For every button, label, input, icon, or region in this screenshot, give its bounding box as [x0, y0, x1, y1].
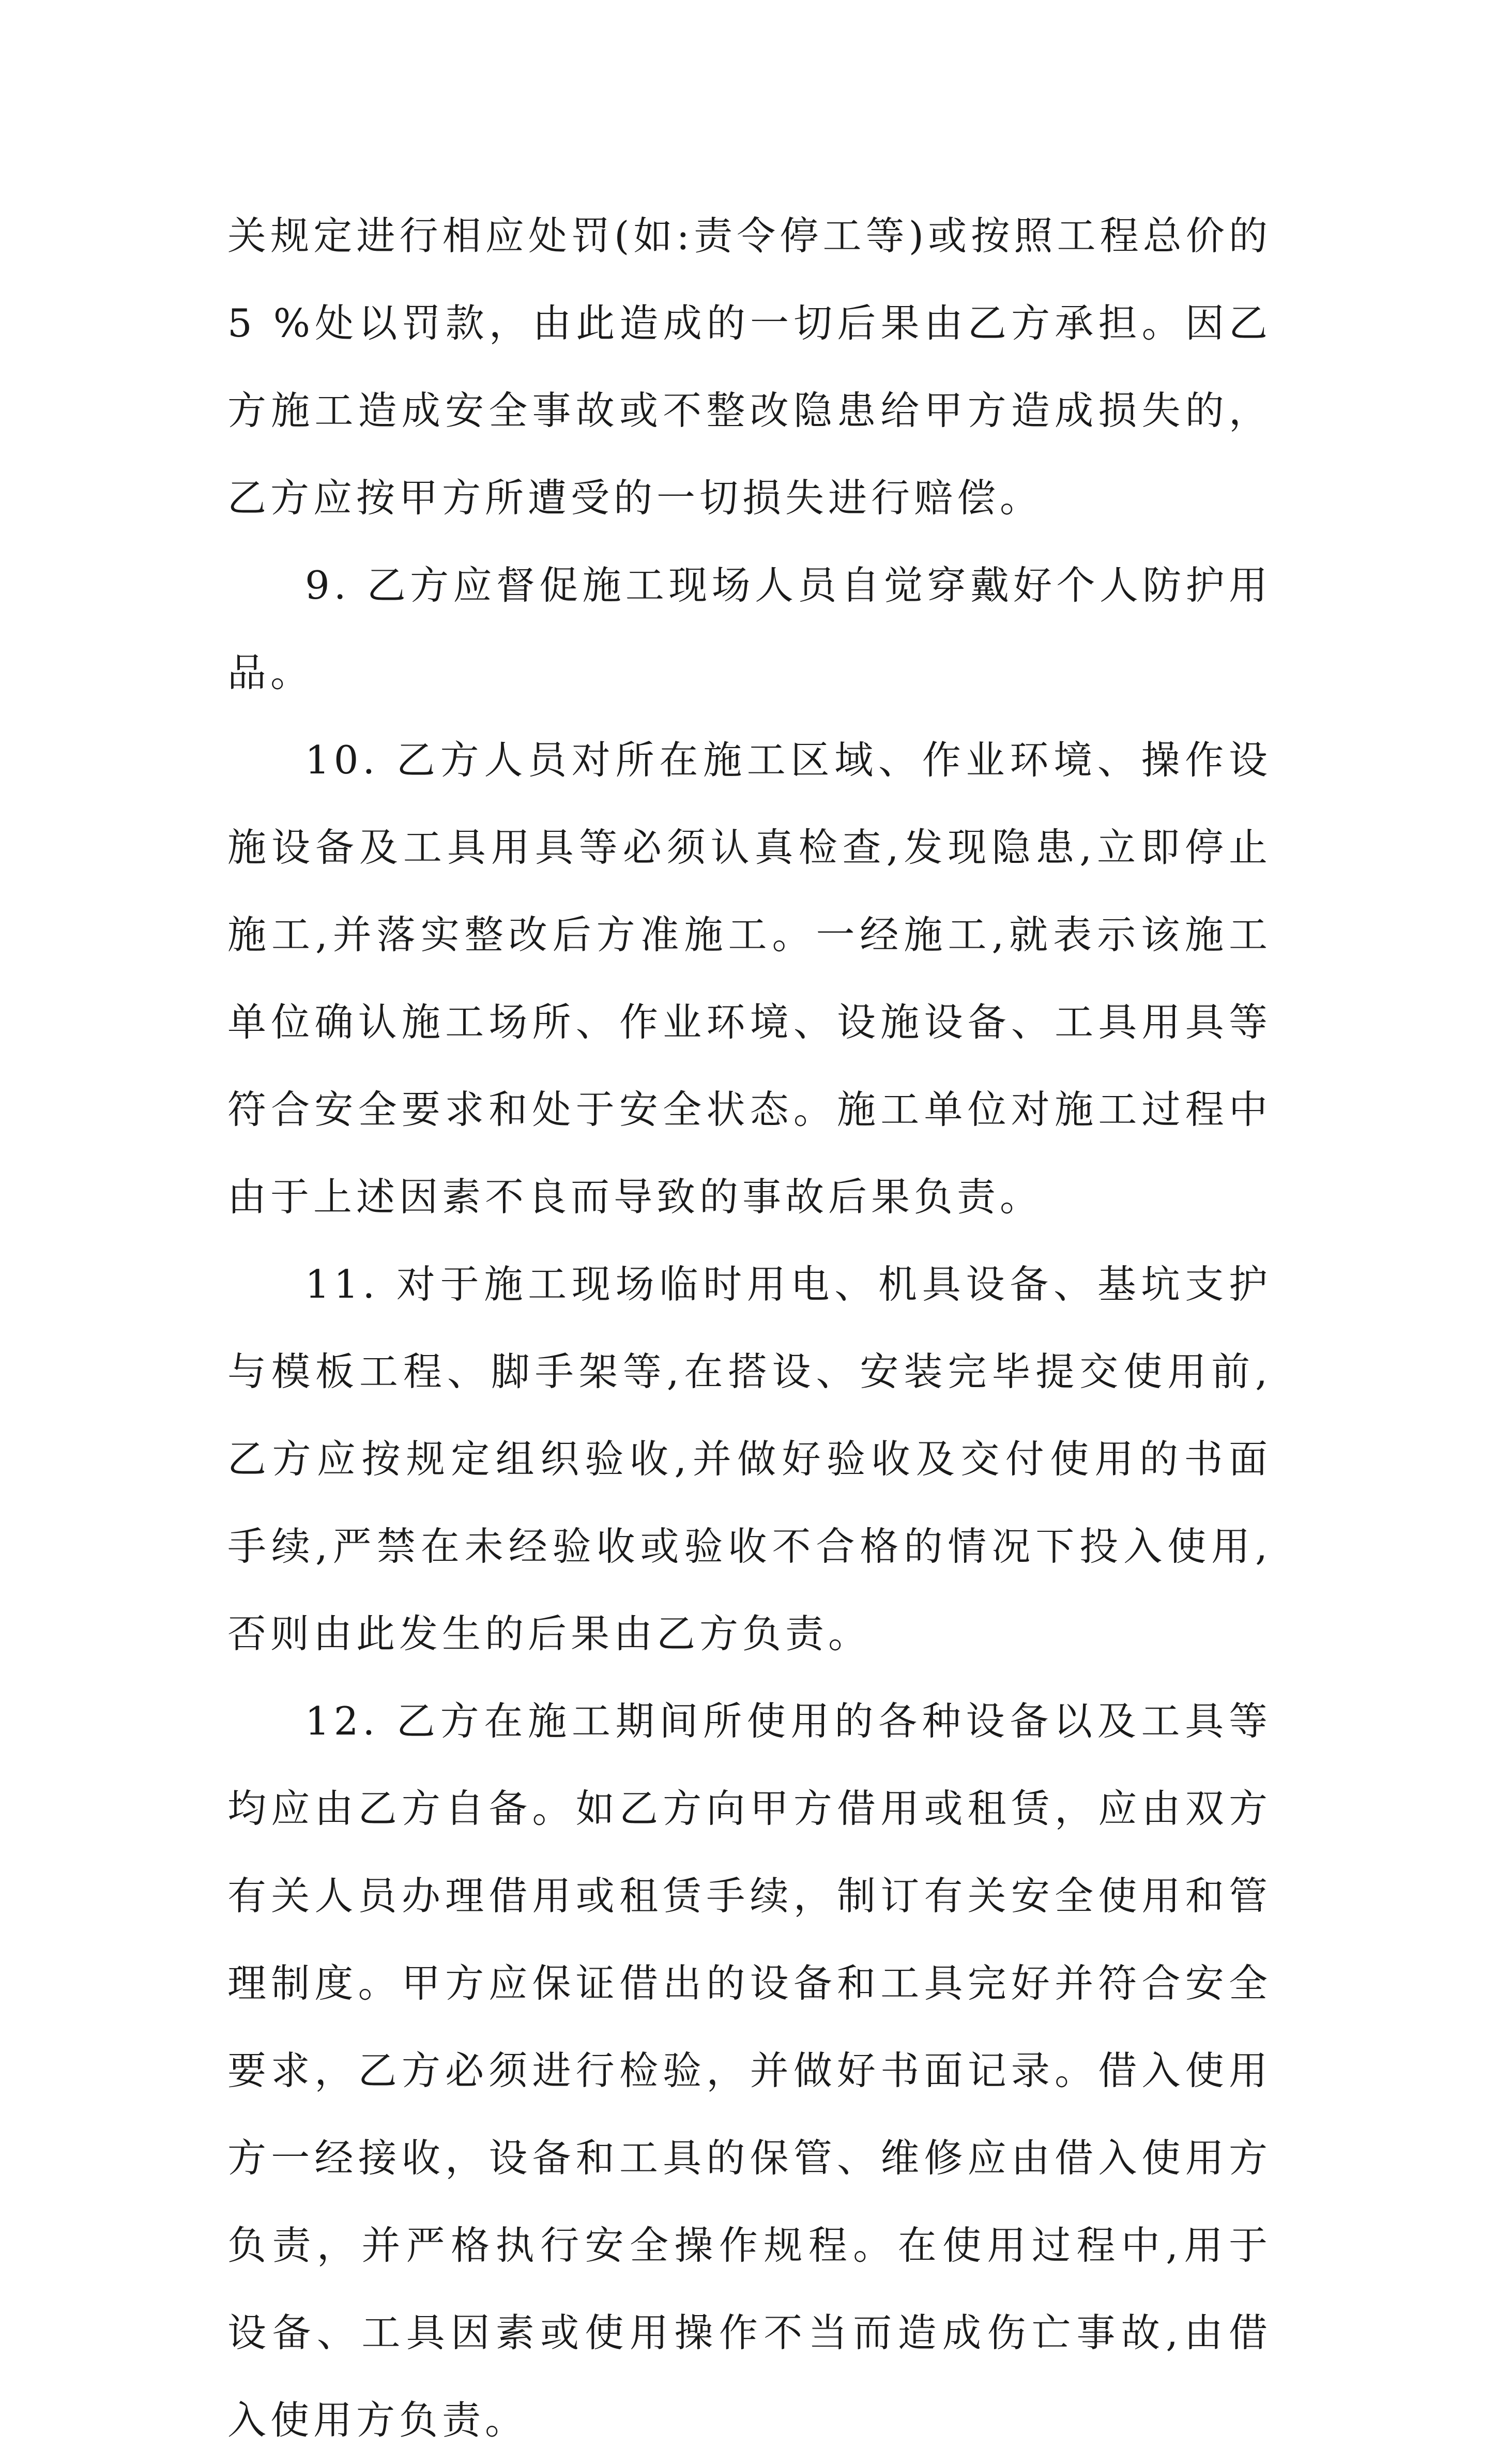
paragraph-11: 11. 对于施工现场临时用电、机具设备、基坑支护与模板工程、脚手架等,在搭设、安装完毕提交使用前,乙方应按规定组织验收,并做好验收及交付使用的书面手续,严禁在未经验收或验收不合格的情况下投入使用,否则由此发生的后果由乙方负责。: [227, 1261, 1272, 1656]
paragraph-12: 12. 乙方在施工期间所使用的各种设备以及工具等均应由乙方自备。如乙方向甲方借用或租赁，应由双方有关人员办理借用或租赁手续，制订有关安全使用和管理制度。甲方应保证借出的设备和工具完好并符合安全要求，乙方必须进行检验，并做好书面记录。借入使用方一经接收，设备和工具的保管、维修应由借入使用方负责，并严格执行安全操作规程。在使用过程中,用于设备、工具因素或使用操作不当而造成伤亡事故,由借入使用方负责。: [227, 1698, 1272, 2443]
paragraph-10: 10. 乙方人员对所在施工区域、作业环境、操作设施设备及工具用具等必须认真检查,发现隐患,立即停止施工,并落实整改后方准施工。一经施工,就表示该施工单位确认施工场所、作业环境、设施设备、工具用具等符合安全要求和处于安全状态。施工单位对施工过程中由于上述因素不良而导致的事故后果负责。: [227, 737, 1272, 1220]
paragraph-9: 9. 乙方应督促施工现场人员自觉穿戴好个人防护用品。: [227, 562, 1272, 695]
paragraph-8-continued: 关规定进行相应处罚(如:责令停工等)或按照工程总价的 5 %处以罚款，由此造成的一切后果由乙方承担。因乙方施工造成安全事故或不整改隐患给甲方造成损失的，乙方应按甲方所遭受的一切损失进行赔偿。: [227, 213, 1272, 521]
document-body: [227, 192, 1272, 2464]
